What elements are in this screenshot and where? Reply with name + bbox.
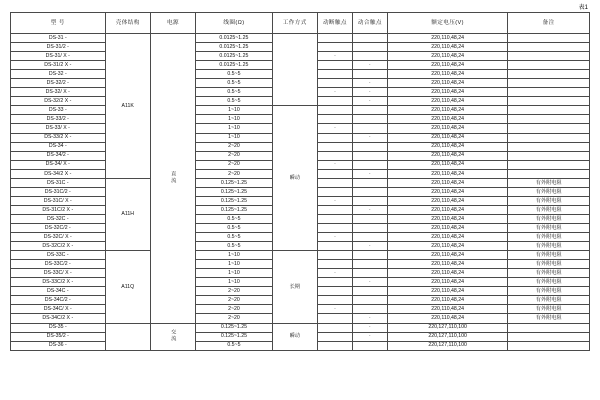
cell-nc-contact: · <box>317 269 352 278</box>
cell-remark <box>508 341 590 350</box>
cell-model: DS-31C - <box>11 178 106 187</box>
cell-rated-voltage: 220,110,48,24 <box>387 305 507 314</box>
header-shell-structure: 壳体结构 <box>105 13 150 34</box>
cell-coil: 1~10 <box>196 269 272 278</box>
cell-coil: 1~10 <box>196 124 272 133</box>
cell-work-mode <box>272 34 317 106</box>
cell-nc-contact <box>317 251 352 260</box>
header-work-mode: 工作方式 <box>272 13 317 34</box>
cell-no-contact <box>352 187 387 196</box>
cell-rated-voltage: 220,110,48,24 <box>387 124 507 133</box>
specification-table <box>10 12 590 351</box>
cell-remark: 有外附电阻 <box>508 178 590 187</box>
cell-coil: 0.125~1.25 <box>196 178 272 187</box>
cell-rated-voltage: 220,110,48,24 <box>387 233 507 242</box>
cell-coil: 2~20 <box>196 160 272 169</box>
cell-nc-contact <box>317 214 352 223</box>
cell-nc-contact: · <box>317 305 352 314</box>
cell-model: DS-32C/2 - <box>11 223 106 232</box>
cell-no-contact <box>352 223 387 232</box>
cell-nc-contact <box>317 115 352 124</box>
cell-rated-voltage: 220,110,48,24 <box>387 287 507 296</box>
cell-rated-voltage: 220,110,48,24 <box>387 205 507 214</box>
cell-no-contact <box>352 142 387 151</box>
cell-no-contact: · <box>352 97 387 106</box>
cell-remark <box>508 169 590 178</box>
cell-rated-voltage: 220,110,48,24 <box>387 260 507 269</box>
cell-model: DS-31 - <box>11 34 106 43</box>
cell-coil: 0.0125~1.25 <box>196 34 272 43</box>
cell-rated-voltage: 220,110,48,24 <box>387 251 507 260</box>
cell-rated-voltage: 220,127,110,100 <box>387 323 507 332</box>
cell-remark <box>508 97 590 106</box>
cell-no-contact <box>352 124 387 133</box>
cell-nc-contact <box>317 223 352 232</box>
cell-coil: 2~20 <box>196 305 272 314</box>
cell-coil: 0.125~1.25 <box>196 323 272 332</box>
cell-nc-contact <box>317 205 352 214</box>
cell-no-contact: · <box>352 332 387 341</box>
cell-coil: 1~10 <box>196 133 272 142</box>
cell-nc-contact <box>317 61 352 70</box>
cell-remark: 有外附电阻 <box>508 233 590 242</box>
cell-rated-voltage: 220,127,110,100 <box>387 332 507 341</box>
cell-power: 交流 <box>150 323 195 350</box>
cell-coil: 0.5~5 <box>196 70 272 79</box>
cell-rated-voltage: 220,110,48,24 <box>387 278 507 287</box>
cell-rated-voltage: 220,110,48,24 <box>387 269 507 278</box>
cell-coil: 0.0125~1.25 <box>196 61 272 70</box>
cell-no-contact <box>352 233 387 242</box>
cell-model: DS-33 - <box>11 106 106 115</box>
cell-work-mode: 瞬动 <box>272 323 317 350</box>
cell-model: DS-32/2 - <box>11 79 106 88</box>
cell-remark: 有外附电阻 <box>508 187 590 196</box>
cell-nc-contact <box>317 187 352 196</box>
cell-rated-voltage: 220,110,48,24 <box>387 160 507 169</box>
cell-model: DS-33/2 X - <box>11 133 106 142</box>
cell-model: DS-32C - <box>11 214 106 223</box>
cell-rated-voltage: 220,110,48,24 <box>387 97 507 106</box>
cell-no-contact: · <box>352 169 387 178</box>
cell-remark: 有外附电阻 <box>508 314 590 323</box>
cell-coil: 0.5~5 <box>196 242 272 251</box>
cell-nc-contact <box>317 43 352 52</box>
cell-no-contact: · <box>352 88 387 97</box>
cell-model: DS-32 - <box>11 70 106 79</box>
cell-remark: 有外附电阻 <box>508 287 590 296</box>
cell-no-contact <box>352 287 387 296</box>
header-rated-voltage: 额定电压(V) <box>387 13 507 34</box>
cell-remark <box>508 79 590 88</box>
cell-nc-contact <box>317 287 352 296</box>
cell-no-contact <box>352 260 387 269</box>
cell-remark <box>508 106 590 115</box>
cell-coil: 2~20 <box>196 142 272 151</box>
cell-rated-voltage: 220,110,48,24 <box>387 115 507 124</box>
cell-nc-contact <box>317 79 352 88</box>
cell-rated-voltage: 220,110,48,24 <box>387 196 507 205</box>
cell-remark <box>508 323 590 332</box>
cell-model: DS-34/2 X - <box>11 169 106 178</box>
cell-rated-voltage: 220,110,48,24 <box>387 61 507 70</box>
table-body <box>11 34 590 351</box>
cell-no-contact <box>352 251 387 260</box>
cell-model: DS-34C - <box>11 287 106 296</box>
header-no-contact: 动合触点 <box>352 13 387 34</box>
cell-nc-contact <box>317 151 352 160</box>
cell-remark <box>508 52 590 61</box>
cell-nc-contact <box>317 142 352 151</box>
cell-nc-contact: · <box>317 196 352 205</box>
cell-no-contact: · <box>352 205 387 214</box>
cell-model: DS-34C/ X - <box>11 305 106 314</box>
cell-rated-voltage: 220,110,48,24 <box>387 314 507 323</box>
cell-coil: 1~10 <box>196 115 272 124</box>
cell-nc-contact <box>317 296 352 305</box>
cell-no-contact <box>352 151 387 160</box>
cell-nc-contact <box>317 278 352 287</box>
cell-no-contact <box>352 115 387 124</box>
cell-remark <box>508 115 590 124</box>
cell-remark <box>508 61 590 70</box>
cell-nc-contact: · <box>317 88 352 97</box>
cell-remark <box>508 124 590 133</box>
cell-remark <box>508 160 590 169</box>
cell-model: DS-33C/2 - <box>11 260 106 269</box>
cell-remark <box>508 151 590 160</box>
header-remark: 备注 <box>508 13 590 34</box>
cell-rated-voltage: 220,110,48,24 <box>387 142 507 151</box>
cell-model: DS-31C/2 - <box>11 187 106 196</box>
cell-coil: 0.125~1.25 <box>196 196 272 205</box>
cell-coil: 0.5~5 <box>196 79 272 88</box>
cell-remark <box>508 133 590 142</box>
cell-rated-voltage: 220,110,48,24 <box>387 43 507 52</box>
cell-shell-structure <box>105 323 150 350</box>
cell-coil: 0.125~1.25 <box>196 187 272 196</box>
cell-no-contact: · <box>352 314 387 323</box>
cell-no-contact <box>352 196 387 205</box>
cell-nc-contact: · <box>317 160 352 169</box>
cell-nc-contact <box>317 133 352 142</box>
cell-model: DS-31C/ X - <box>11 196 106 205</box>
cell-model: DS-33C/2 X - <box>11 278 106 287</box>
cell-coil: 2~20 <box>196 169 272 178</box>
cell-coil: 0.5~5 <box>196 214 272 223</box>
cell-nc-contact <box>317 260 352 269</box>
table-header <box>11 13 590 34</box>
cell-no-contact <box>352 70 387 79</box>
cell-model: DS-32C/2 X - <box>11 242 106 251</box>
cell-nc-contact: · <box>317 52 352 61</box>
cell-coil: 0.0125~1.25 <box>196 52 272 61</box>
cell-no-contact <box>352 160 387 169</box>
cell-remark <box>508 142 590 151</box>
cell-remark <box>508 88 590 97</box>
cell-no-contact: · <box>352 79 387 88</box>
cell-rated-voltage: 220,110,48,24 <box>387 169 507 178</box>
cell-coil: 0.5~5 <box>196 341 272 350</box>
cell-no-contact: · <box>352 242 387 251</box>
cell-remark <box>508 43 590 52</box>
cell-nc-contact <box>317 314 352 323</box>
header-coil: 线圈(Ω) <box>196 13 272 34</box>
cell-coil: 2~20 <box>196 314 272 323</box>
cell-nc-contact: · <box>317 233 352 242</box>
cell-coil: 0.125~1.25 <box>196 332 272 341</box>
cell-no-contact: · <box>352 323 387 332</box>
cell-model: DS-32/ X - <box>11 88 106 97</box>
cell-model: DS-35 - <box>11 323 106 332</box>
cell-no-contact <box>352 34 387 43</box>
cell-remark <box>508 34 590 43</box>
cell-shell-structure: A11Q <box>105 251 150 323</box>
cell-model: DS-31C/2 X - <box>11 205 106 214</box>
cell-coil: 0.125~1.25 <box>196 205 272 214</box>
cell-remark <box>508 70 590 79</box>
cell-remark: 有外附电阻 <box>508 269 590 278</box>
cell-remark: 有外附电阻 <box>508 260 590 269</box>
cell-no-contact: · <box>352 278 387 287</box>
cell-remark: 有外附电阻 <box>508 278 590 287</box>
cell-rated-voltage: 220,110,48,24 <box>387 242 507 251</box>
cell-no-contact <box>352 305 387 314</box>
cell-rated-voltage: 220,110,48,24 <box>387 88 507 97</box>
cell-remark: 有外附电阻 <box>508 205 590 214</box>
cell-rated-voltage: 220,110,48,24 <box>387 223 507 232</box>
cell-model: DS-33C - <box>11 251 106 260</box>
cell-no-contact <box>352 178 387 187</box>
cell-nc-contact <box>317 323 352 332</box>
cell-coil: 0.5~5 <box>196 223 272 232</box>
header-model: 型 号 <box>11 13 106 34</box>
cell-model: DS-34/2 - <box>11 151 106 160</box>
cell-coil: 1~10 <box>196 278 272 287</box>
table-row <box>11 106 590 115</box>
cell-remark: 有外附电阻 <box>508 214 590 223</box>
cell-remark: 有外附电阻 <box>508 305 590 314</box>
cell-model: DS-32/2 X - <box>11 97 106 106</box>
table-row <box>11 323 590 332</box>
cell-nc-contact: · <box>317 124 352 133</box>
header-power: 电源 <box>150 13 195 34</box>
cell-work-mode: 瞬动 <box>272 106 317 251</box>
cell-nc-contact <box>317 341 352 350</box>
cell-rated-voltage: 220,110,48,24 <box>387 296 507 305</box>
cell-no-contact <box>352 269 387 278</box>
cell-no-contact: · <box>352 133 387 142</box>
cell-rated-voltage: 220,110,48,24 <box>387 79 507 88</box>
cell-rated-voltage: 220,110,48,24 <box>387 70 507 79</box>
cell-nc-contact <box>317 106 352 115</box>
cell-coil: 1~10 <box>196 260 272 269</box>
cell-no-contact <box>352 296 387 305</box>
cell-model: DS-32C/ X - <box>11 233 106 242</box>
cell-rated-voltage: 220,110,48,24 <box>387 178 507 187</box>
cell-rated-voltage: 220,110,48,24 <box>387 34 507 43</box>
cell-no-contact: · <box>352 61 387 70</box>
cell-coil: 1~10 <box>196 106 272 115</box>
cell-nc-contact <box>317 34 352 43</box>
cell-model: DS-34/ X - <box>11 160 106 169</box>
cell-remark: 有外附电阻 <box>508 296 590 305</box>
cell-shell-structure: A11K <box>105 34 150 179</box>
table-header-row <box>11 13 590 34</box>
cell-model: DS-33C/ X - <box>11 269 106 278</box>
cell-rated-voltage: 220,110,48,24 <box>387 52 507 61</box>
cell-rated-voltage: 220,110,48,24 <box>387 133 507 142</box>
cell-remark: 有外附电阻 <box>508 196 590 205</box>
cell-remark: 有外附电阻 <box>508 242 590 251</box>
cell-shell-structure: A11H <box>105 178 150 250</box>
cell-nc-contact <box>317 178 352 187</box>
cell-rated-voltage: 220,110,48,24 <box>387 106 507 115</box>
cell-remark <box>508 332 590 341</box>
cell-coil: 2~20 <box>196 287 272 296</box>
table-row <box>11 251 590 260</box>
cell-nc-contact <box>317 70 352 79</box>
cell-no-contact <box>352 341 387 350</box>
cell-nc-contact <box>317 169 352 178</box>
cell-model: DS-31/2 X - <box>11 61 106 70</box>
cell-coil: 2~20 <box>196 151 272 160</box>
cell-model: DS-33/ X - <box>11 124 106 133</box>
cell-model: DS-34C/2 X - <box>11 314 106 323</box>
cell-model: DS-34C/2 - <box>11 296 106 305</box>
cell-model: DS-31/ X - <box>11 52 106 61</box>
cell-power: 直流 <box>150 34 195 324</box>
cell-coil: 2~20 <box>196 296 272 305</box>
cell-model: DS-31/2 - <box>11 43 106 52</box>
cell-nc-contact <box>317 97 352 106</box>
cell-nc-contact <box>317 242 352 251</box>
cell-no-contact <box>352 214 387 223</box>
cell-coil: 1~10 <box>196 251 272 260</box>
cell-model: DS-35/2 - <box>11 332 106 341</box>
cell-no-contact <box>352 52 387 61</box>
cell-coil: 0.0125~1.25 <box>196 43 272 52</box>
cell-model: DS-34 - <box>11 142 106 151</box>
cell-rated-voltage: 220,110,48,24 <box>387 214 507 223</box>
cell-remark: 有外附电阻 <box>508 251 590 260</box>
cell-coil: 0.5~5 <box>196 97 272 106</box>
header-nc-contact: 动断触点 <box>317 13 352 34</box>
table-number-label: 表1 <box>578 5 588 11</box>
table-row <box>11 34 590 43</box>
cell-rated-voltage: 220,110,48,24 <box>387 151 507 160</box>
cell-remark: 有外附电阻 <box>508 223 590 232</box>
cell-work-mode: 长期 <box>272 251 317 323</box>
cell-coil: 0.5~5 <box>196 233 272 242</box>
cell-model: DS-33/2 - <box>11 115 106 124</box>
cell-rated-voltage: 220,127,110,100 <box>387 341 507 350</box>
cell-nc-contact <box>317 332 352 341</box>
cell-no-contact <box>352 106 387 115</box>
cell-coil: 0.5~5 <box>196 88 272 97</box>
cell-model: DS-36 - <box>11 341 106 350</box>
cell-rated-voltage: 220,110,48,24 <box>387 187 507 196</box>
cell-no-contact <box>352 43 387 52</box>
